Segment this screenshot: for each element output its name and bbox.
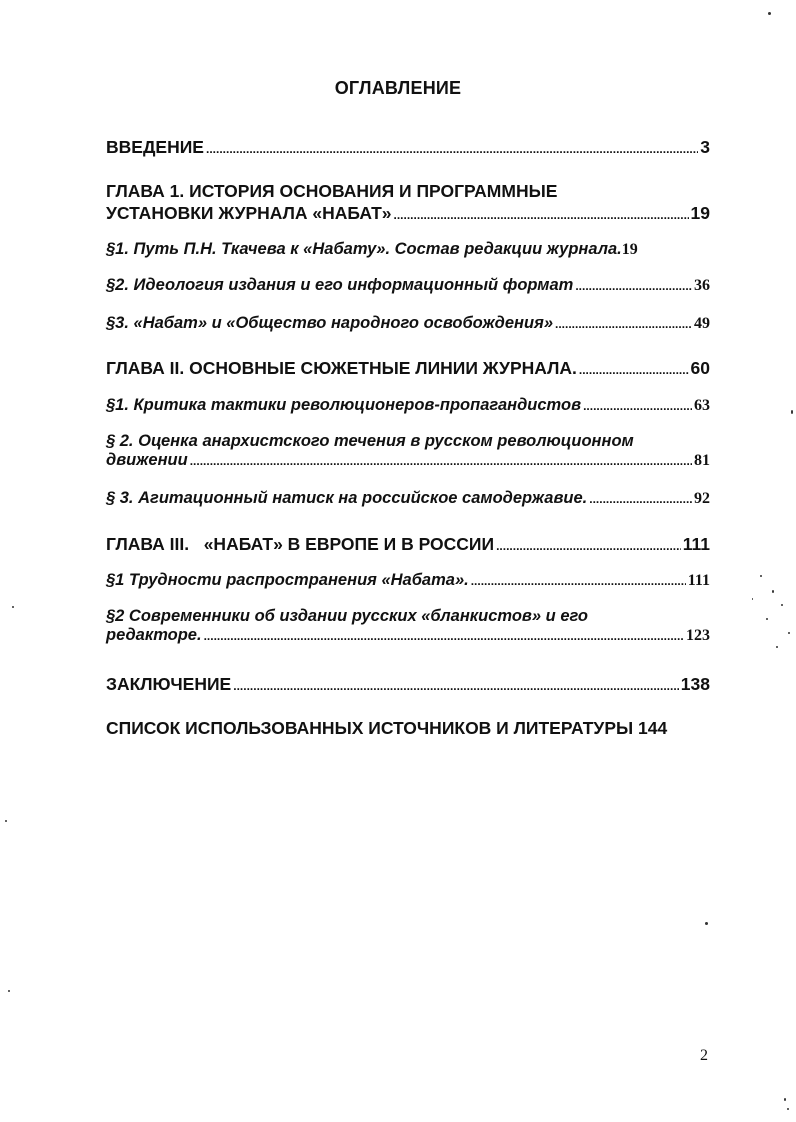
dot-leader — [579, 363, 689, 377]
toc-page-number: 63 — [694, 397, 710, 414]
dot-leader — [204, 629, 684, 643]
dot-leader — [589, 492, 692, 506]
toc-entry-title: ГЛАВА II. ОСНОВНЫЕ СЮЖЕТНЫЕ ЛИНИИ ЖУРНАЛА. — [106, 358, 577, 378]
toc-entry-title-line1: §2 Современники об издании русских «бланкистов» и его — [106, 607, 588, 625]
toc-entry-title: ЗАКЛЮЧЕНИЕ — [106, 674, 232, 694]
toc-page-number: 36 — [694, 277, 710, 294]
toc-entry-ch2-sec2[interactable] — [106, 432, 710, 470]
toc-page-number: 123 — [686, 627, 710, 644]
toc-entry-title: движении — [106, 451, 188, 469]
toc-entry-title: ВВЕДЕНИЕ — [106, 137, 204, 157]
dot-leader — [575, 279, 692, 293]
toc-page-number: 60 — [690, 358, 710, 378]
dot-leader — [555, 317, 692, 331]
dot-leader — [190, 454, 692, 468]
dot-leader — [394, 208, 689, 222]
page-title: ОГЛАВЛЕНИЕ — [334, 78, 462, 98]
toc-entry-title-line1: § 2. Оценка анархистского течения в русском революционном — [106, 432, 634, 450]
toc-page-number: 92 — [694, 490, 710, 507]
toc-entry-ch2-sec1[interactable] — [106, 396, 710, 415]
toc-entry-chapter-1[interactable] — [106, 181, 710, 224]
toc-entry-bibliography[interactable] — [106, 718, 710, 739]
toc-entry-chapter-2[interactable] — [106, 358, 710, 379]
dot-leader — [206, 142, 698, 156]
toc-page-number: 111 — [687, 572, 710, 589]
toc-entry-title: §1. Путь П.Н. Ткачева к «Набату». Состав редакции журнала. — [106, 240, 622, 258]
toc-entry-ch1-sec2[interactable] — [106, 276, 710, 295]
toc-entry-title: §2. Идеология издания и его информационный формат — [106, 276, 574, 294]
toc-entry-title: §1. Критика тактики революционеров-пропагандистов — [106, 396, 582, 414]
toc-entry-title-line1: ГЛАВА 1. ИСТОРИЯ ОСНОВАНИЯ И ПРОГРАММНЫЕ — [106, 181, 558, 201]
toc-page-number: 19 — [621, 241, 638, 258]
toc-entry-ch1-sec3[interactable] — [106, 314, 710, 333]
toc-page-number: 111 — [682, 534, 710, 554]
dot-leader — [583, 399, 692, 413]
page-number: 2 — [700, 1047, 708, 1064]
toc-entry-title: редакторе. — [106, 626, 202, 644]
toc-entry-title: §3. «Набат» и «Общество народного освобождения» — [106, 314, 553, 332]
dot-leader — [496, 539, 681, 553]
toc-page-number: 138 — [680, 674, 710, 694]
toc-entry-ch2-sec3[interactable] — [106, 489, 710, 508]
toc-entry-chapter-3[interactable] — [106, 534, 710, 555]
toc-page-number: 3 — [700, 137, 710, 157]
toc-entry-title: СПИСОК ИСПОЛЬЗОВАННЫХ ИСТОЧНИКОВ И ЛИТЕРАТУРЫ 144 — [106, 718, 668, 738]
toc-entry-ch3-sec1[interactable] — [106, 571, 710, 590]
toc-entry-title: § 3. Агитационный натиск на российское самодержавие. — [106, 489, 588, 507]
toc-page-number: 49 — [694, 315, 710, 332]
toc-page-number: 19 — [690, 203, 710, 223]
toc-entry-ch1-sec1[interactable] — [106, 240, 710, 259]
toc-entry-introduction[interactable] — [106, 137, 710, 158]
toc-entry-conclusion[interactable] — [106, 674, 710, 695]
toc-entry-title: §1 Трудности распространения «Набата». — [106, 571, 469, 589]
toc-entry-title: ГЛАВА III. «НАБАТ» В ЕВРОПЕ И В РОССИИ — [106, 534, 495, 554]
toc-entry-title: УСТАНОВКИ ЖУРНАЛА «НАБАТ» — [106, 203, 392, 223]
dot-leader — [471, 574, 686, 588]
toc-entry-ch3-sec2[interactable] — [106, 607, 710, 645]
dot-leader — [233, 679, 679, 693]
toc-page-number: 81 — [694, 452, 710, 469]
